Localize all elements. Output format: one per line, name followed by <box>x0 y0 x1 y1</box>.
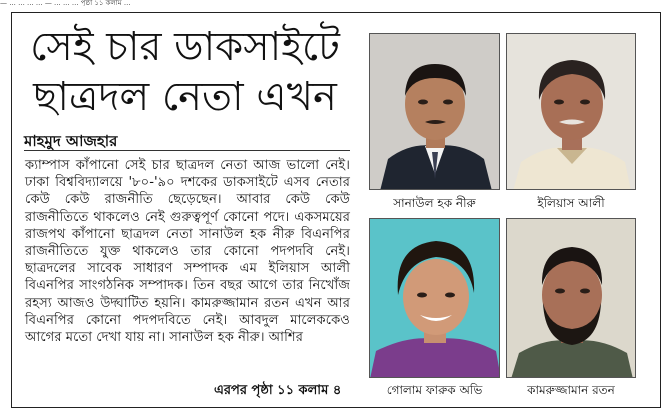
portrait-image <box>370 34 500 190</box>
portrait-image <box>507 219 636 378</box>
previous-article-strip: — ... ... ... ... — ... ... ... পৃষ্ঠা ১১ কলাম ... <box>0 0 131 6</box>
portrait-image <box>507 34 636 190</box>
caption-ilias-ali: ইলিয়াস আলী <box>537 196 605 210</box>
photo-golam-faruk-ovi <box>369 218 500 378</box>
headline <box>20 22 350 122</box>
caption-sanaul-haque-niru: সানাউল হক নীরু <box>393 196 476 210</box>
photo-kamruzzaman-ratan <box>506 218 636 378</box>
headline-line-2: ছাত্রদল নেতা এখন <box>33 74 337 120</box>
headline-line-1: সেই চার ডাকসাইটে <box>30 24 340 70</box>
continued-on-page-note: এরপর পৃষ্ঠা ১১ কলাম ৪ <box>214 383 342 398</box>
portrait-image <box>370 219 500 378</box>
byline-divider <box>24 150 350 151</box>
photo-ilias-ali <box>506 33 636 190</box>
caption-golam-faruk-ovi: গোলাম ফারুক অভি <box>386 383 483 397</box>
photo-sanaul-haque-niru <box>369 33 500 190</box>
caption-kamruzzaman-ratan: কামরুজ্জামান রতন <box>527 383 615 397</box>
byline: মাহমুদ আজহার <box>24 132 118 150</box>
article-body: ক্যাম্পাস কাঁপানো সেই চার ছাত্রদল নেতা আজ ভালো নেই। ঢাকা বিশ্ববিদ্যালয়ে '৮০-'৯০ দশকের ডাকসাইটে এসব নেতার কেউ কেউ রাজনীতি ছেড়েছেন। আবার কেউ কেউ রাজনীতিতে থাকলেও নেই গুরুত্বপূর্ণ কোনো পদে। একসময়ের রাজপথ কাঁপানো ছাত্রদল নেতা সানাউল হক নীরু বিএনপির রাজনীতিতে যুক্ত থাকলেও তার কোনো পদপদবি নেই। ছাত্রদলের সাবেক সাধারণ সম্পাদক এম ইলিয়াস আলী বিএনপির সাংগঠনিক সম্পাদক। তিন বছর আগে তার নিখোঁজ রহস্য আজও উদ্ঘাটিত হয়নি। কামরুজ্জামান রতন এখন আর বিএনপির কোনো পদপদবিতে নেই। আবদুল মালেককেও আগের মতো দেখা যায় না। সানাউল হক নীরু। আশির <box>25 158 350 346</box>
